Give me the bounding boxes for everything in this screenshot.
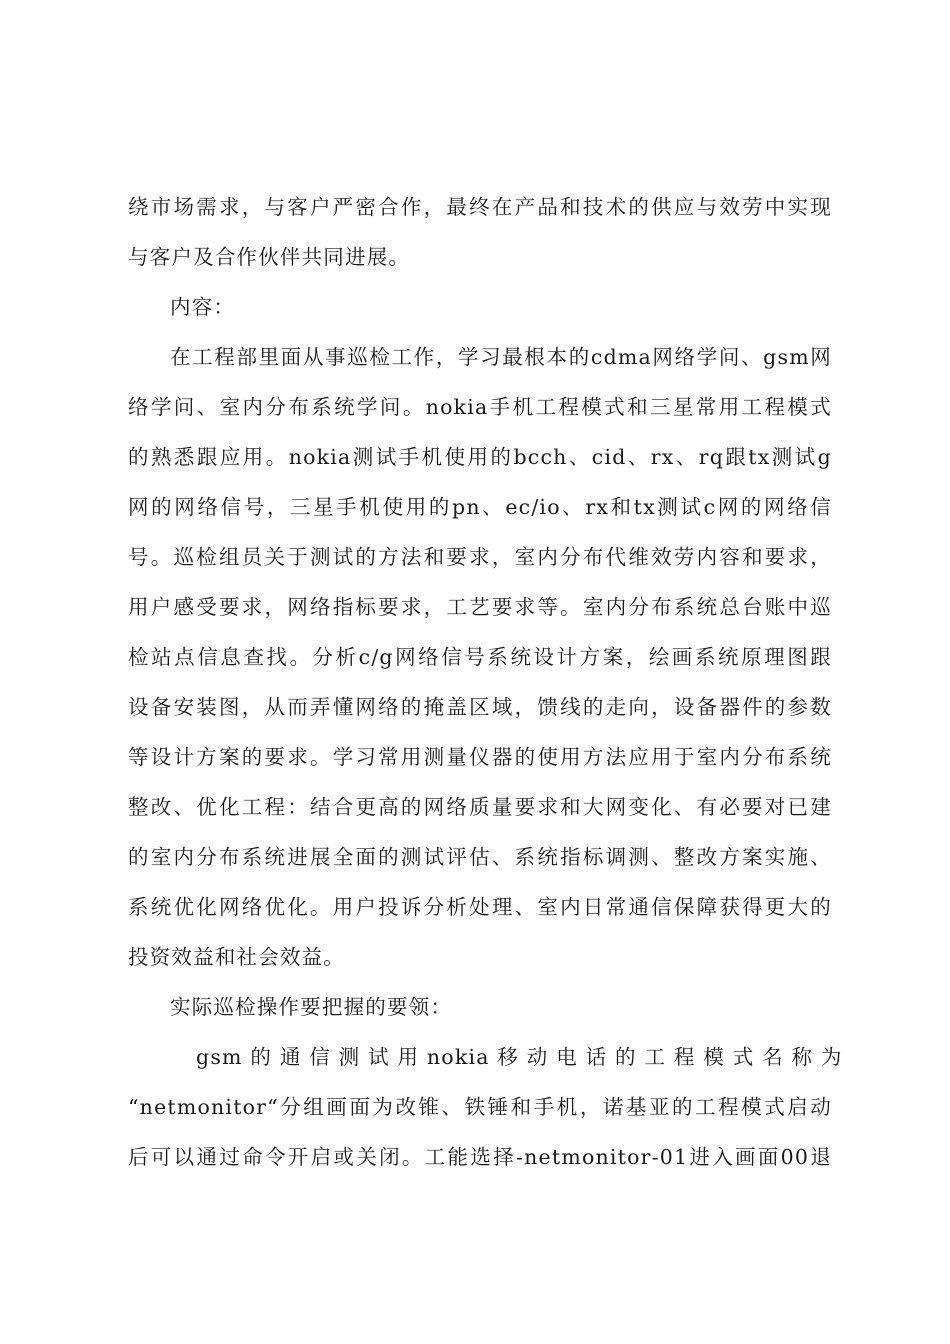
text-line-1: 绕市场需求，与客户严密合作，最终在产品和技术的供应与效劳中实现 (128, 195, 832, 219)
section-heading-content: 内容： (170, 295, 236, 319)
text-line-6: 的熟悉跟应用。nokia测试手机使用的bcch、cid、rx、rq跟tx测试g (128, 445, 832, 469)
section-heading-essentials: 实际巡检操作要把握的要领： (170, 995, 453, 1019)
text-line-2: 与客户及合作伙伴共同进展。 (128, 245, 411, 269)
text-line-16: 投资效益和社会效益。 (128, 945, 345, 969)
text-line-15: 系统优化网络优化。用户投诉分析处理、室内日常通信保障获得更大的 (128, 895, 832, 919)
text-line-20: 后可以通过命令开启或关闭。工能选择-netmonitor-01进入画面00退 (128, 1145, 832, 1169)
text-line-11: 设备安装图，从而弄懂网络的掩盖区域，馈线的走向，设备器件的参数 (128, 695, 832, 719)
text-line-7: 网的网络信号，三星手机使用的pn、ec/io、rx和tx测试c网的网络信 (128, 495, 832, 519)
text-line-8: 号。巡检组员关于测试的方法和要求，室内分布代维效劳内容和要求， (128, 545, 832, 569)
text-line-14: 的室内分布系统进展全面的测试评估、系统指标调测、整改方案实施、 (128, 845, 832, 869)
text-line-9: 用户感受要求，网络指标要求，工艺要求等。室内分布系统总台账中巡 (128, 595, 832, 619)
text-line-12: 等设计方案的要求。学习常用测量仪器的使用方法应用于室内分布系统 (128, 745, 832, 769)
text-line-18: gsm 的 通 信 测 试 用 nokia 移 动 电 话 的 工 程 模 式 名 称 为 (196, 1045, 843, 1069)
text-line-10: 检站点信息查找。分析c/g网络信号系统设计方案，绘画系统原理图跟 (128, 645, 832, 669)
text-line-5: 络学问、室内分布系统学问。nokia手机工程模式和三星常用工程模式 (128, 395, 832, 419)
text-line-4: 在工程部里面从事巡检工作，学习最根本的cdma网络学问、gsm网 (170, 345, 832, 369)
text-line-13: 整改、优化工程：结合更高的网络质量要求和大网变化、有必要对已建 (128, 795, 832, 819)
text-line-19: “netmonitor“分组画面为改锥、铁锤和手机，诺基亚的工程模式启动 (128, 1095, 832, 1119)
